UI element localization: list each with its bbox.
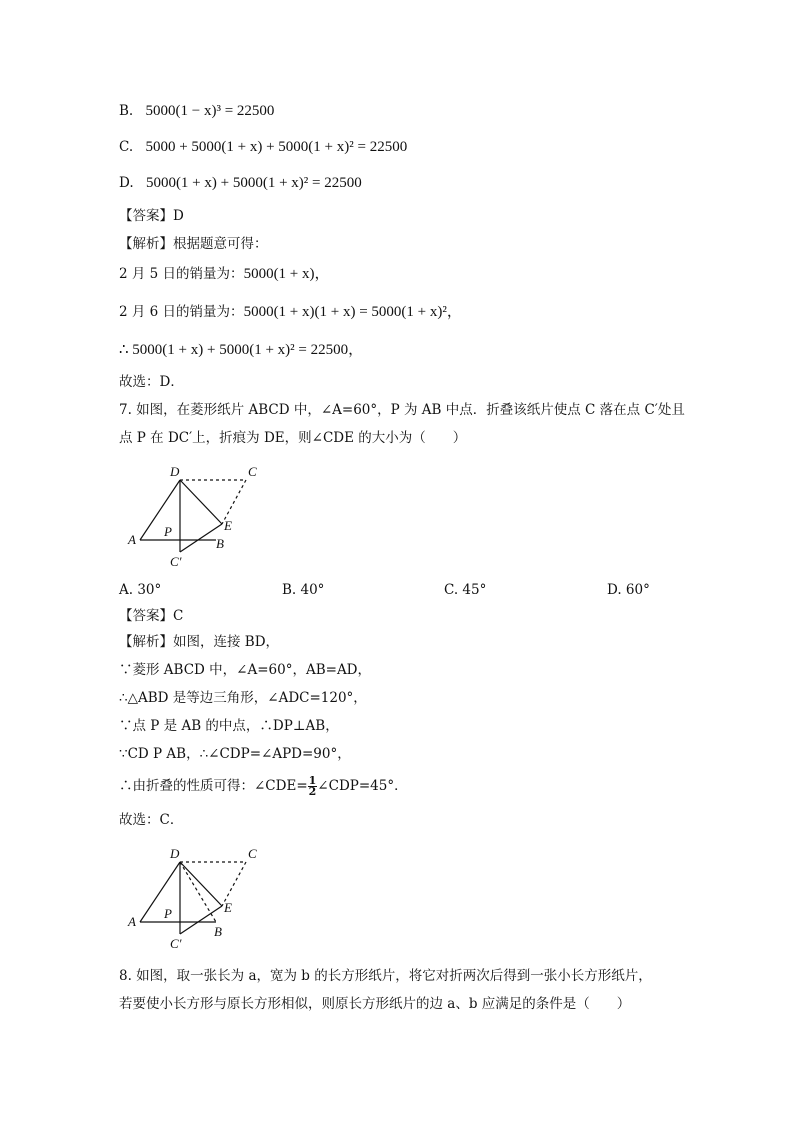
label-p: P (164, 906, 172, 921)
q7-stem-line2: 点 P 在 DC′上，折痕为 DE，则∠CDE 的大小为（ ） (119, 430, 467, 446)
option-d-label: D. (119, 175, 134, 191)
option-b-expression: 5000(1 − x)³ = 22500 (145, 103, 275, 119)
label-c: C (248, 464, 257, 479)
q7-option-b: B. 40° (282, 582, 325, 598)
q7-conclusion: 故选：C． (119, 812, 184, 828)
q6-line3: ∴ 5000(1 + x) + 5000(1 + x)² = 22500， (119, 342, 364, 358)
q7-answer: 【答案】C (119, 608, 184, 624)
q6-line2 (119, 302, 462, 322)
q6-line2-expression: 5000(1 + x)(1 + x) = 5000(1 + x)²， (243, 304, 462, 320)
option-c-expression: 5000 + 5000(1 + x) + 5000(1 + x)² = 22500 (145, 139, 408, 155)
label-c-prime: C′ (170, 936, 182, 951)
fraction-one-half (308, 776, 318, 797)
q7-fold-suffix: ∠CDP=45°． (317, 778, 408, 794)
q7-fold-prefix: ∴由折叠的性质可得：∠CDE= (119, 778, 308, 794)
q6-line1 (119, 264, 330, 284)
label-e: E (224, 900, 232, 915)
q7-analysis-1: ∵菱形 ABCD 中，∠A=60°，AB=AD， (119, 662, 372, 678)
q7-option-d: D. 60° (607, 582, 650, 598)
q6-line1-expression: 5000(1 + x)， (243, 266, 330, 282)
option-c-label: C. (119, 139, 134, 155)
label-b: B (216, 536, 224, 551)
label-a: A (128, 532, 136, 547)
q7-analysis-2: ∴△ABD 是等边三角形，∠ADC=120°， (119, 690, 367, 706)
option-d-expression: 5000(1 + x) + 5000(1 + x)² = 22500 (145, 175, 362, 191)
q7-analysis-4: ∵CD P AB，∴∠CDP=∠APD=90°， (119, 746, 351, 762)
q7-option-a: A. 30° (119, 582, 162, 598)
q7-stem-line1: 7. 如图，在菱形纸片 ABCD 中，∠A=60°，P 为 AB 中点．折叠该纸片使点 C 落在点 C′处且 (119, 402, 685, 418)
q7-fold-line (119, 776, 408, 797)
q7-analysis-3: ∵点 P 是 AB 的中点，∴DP⊥AB， (119, 718, 339, 734)
label-c-prime: C′ (170, 554, 182, 569)
label-e: E (224, 518, 232, 533)
option-b-label: B. (119, 103, 134, 119)
q6-line1-prefix: 2 月 5 日的销量为： (119, 266, 244, 282)
q8-stem-line1: 8. 如图，取一张长为 a，宽为 b 的长方形纸片，将它对折两次后得到一张小长方形纸片， (119, 968, 652, 984)
label-p: P (164, 524, 172, 539)
label-c: C (248, 846, 257, 861)
option-d (119, 173, 362, 193)
q7-figure (118, 460, 278, 572)
fraction-numerator: 1 (308, 774, 317, 787)
fraction-denominator: 2 (308, 785, 317, 798)
q7-option-c: C. 45° (444, 582, 487, 598)
q6-analysis-intro: 【解析】根据题意可得： (119, 236, 268, 252)
q6-conclusion: 故选：D． (119, 374, 184, 390)
option-b (119, 101, 274, 121)
q7-analysis-0: 【解析】如图，连接 BD， (119, 634, 280, 650)
q6-line2-prefix: 2 月 6 日的销量为： (119, 304, 244, 320)
label-a: A (128, 914, 136, 929)
q6-answer: 【答案】D (119, 208, 184, 224)
label-d: D (170, 464, 180, 479)
q7-solution-figure (118, 842, 278, 954)
q8-stem-line2: 若要使小长方形与原长方形相似，则原长方形纸片的边 a、b 应满足的条件是（ ） (119, 996, 631, 1012)
option-c (119, 137, 407, 157)
label-b: B (214, 924, 222, 939)
label-d: D (170, 846, 180, 861)
